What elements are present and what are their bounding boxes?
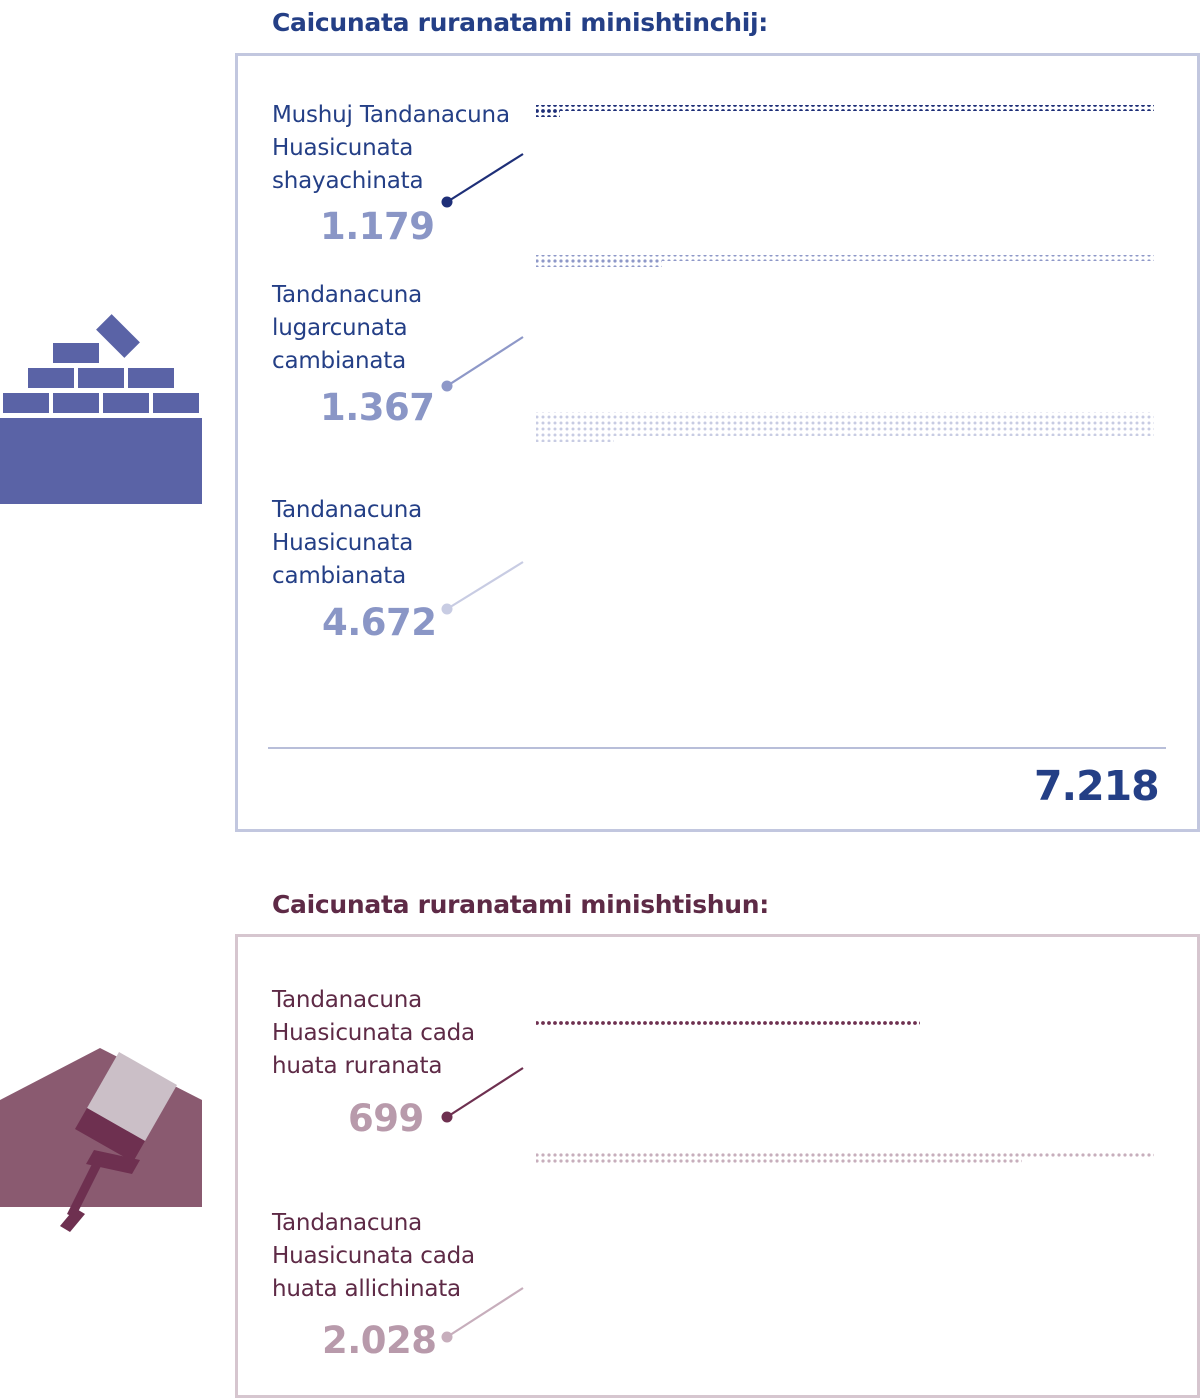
value-label-yearly-build: 699 [348, 1097, 424, 1140]
bar-relocation [536, 255, 1154, 267]
value-label-house-change: 4.672 [322, 601, 437, 644]
value-label-relocation: 1.367 [320, 386, 435, 429]
paint-roller-icon [0, 1048, 202, 1232]
bar-house-change [536, 412, 1154, 442]
connector-yearly-build [442, 1068, 524, 1123]
bar-label-yearly-repair: Tandanacuna Huasicunata cada huata allichinata [272, 1210, 475, 1302]
bar-yearly-repair [536, 1152, 1154, 1164]
total-value: 7.218 [1034, 762, 1159, 810]
value-label-new-buildings: 1.179 [320, 205, 435, 248]
bricks-wall-icon [0, 314, 202, 504]
connector-yearly-repair [442, 1288, 524, 1343]
bar-label-yearly-build: Tandanacuna Huasicunata cada huata ruranata [272, 987, 475, 1079]
connector-new-buildings [442, 154, 524, 208]
section1-title: Caicunata ruranatami minishtinchij: [272, 8, 768, 37]
connector-house-change [442, 562, 524, 615]
bar-label-relocation: Tandanacuna lugarcunata cambianata [272, 282, 422, 374]
bar-yearly-build [536, 1021, 920, 1027]
bar-label-new-buildings: Mushuj Tandanacuna Huasicunata shayachinata [272, 102, 510, 194]
value-label-yearly-repair: 2.028 [322, 1319, 437, 1362]
bar-new-buildings [536, 105, 1154, 117]
bar-label-house-change: Tandanacuna Huasicunata cambianata [272, 497, 422, 589]
connector-relocation [442, 337, 524, 392]
section2-title: Caicunata ruranatami minishtishun: [272, 890, 769, 919]
